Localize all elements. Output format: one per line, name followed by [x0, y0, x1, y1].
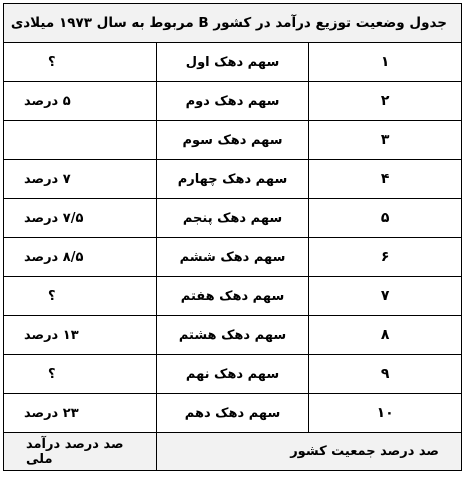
row-label: سهم دهک دهم	[156, 394, 309, 433]
row-value: ۷ درصد	[4, 160, 157, 199]
row-label: سهم دهک چهارم	[156, 160, 309, 199]
row-value: ؟	[4, 43, 157, 82]
footer-population: صد درصد جمعیت کشور	[156, 433, 461, 471]
row-number: ۶	[309, 238, 462, 277]
row-label: سهم دهک اول	[156, 43, 309, 82]
row-label: سهم دهک دوم	[156, 82, 309, 121]
row-number: ۱۰	[309, 394, 462, 433]
table-row	[4, 277, 462, 316]
row-value: ؟	[4, 355, 157, 394]
row-value: ۵ درصد	[4, 82, 157, 121]
row-value: ۲۳ درصد	[4, 394, 157, 433]
row-label: سهم دهک نهم	[156, 355, 309, 394]
table-row	[4, 316, 462, 355]
row-label: سهم دهک هفتم	[156, 277, 309, 316]
table-title-row	[4, 4, 462, 43]
row-value	[4, 121, 157, 160]
income-distribution-table-wrapper	[3, 3, 463, 471]
footer-income: صد درصد درآمد ملی	[4, 433, 157, 471]
table-footer-row	[4, 433, 462, 471]
row-label: سهم دهک ششم	[156, 238, 309, 277]
row-number: ۱	[309, 43, 462, 82]
row-label: سهم دهک هشتم	[156, 316, 309, 355]
row-number: ۷	[309, 277, 462, 316]
table-row	[4, 355, 462, 394]
row-number: ۳	[309, 121, 462, 160]
row-number: ۸	[309, 316, 462, 355]
row-number: ۲	[309, 82, 462, 121]
row-value: ؟	[4, 277, 157, 316]
table-row	[4, 238, 462, 277]
row-value: ۱۳ درصد	[4, 316, 157, 355]
row-number: ۴	[309, 160, 462, 199]
row-number: ۹	[309, 355, 462, 394]
table-row	[4, 121, 462, 160]
table-row	[4, 394, 462, 433]
row-value: ۸/۵ درصد	[4, 238, 157, 277]
income-distribution-table	[3, 3, 462, 471]
table-row	[4, 199, 462, 238]
row-number: ۵	[309, 199, 462, 238]
row-label: سهم دهک پنجم	[156, 199, 309, 238]
table-title: جدول وضعیت توزیع درآمد در کشور B مربوط به سال ۱۹۷۳ میلادی	[4, 4, 462, 43]
table-row	[4, 160, 462, 199]
row-label: سهم دهک سوم	[156, 121, 309, 160]
table-row	[4, 43, 462, 82]
row-value: ۷/۵ درصد	[4, 199, 157, 238]
table-row	[4, 82, 462, 121]
